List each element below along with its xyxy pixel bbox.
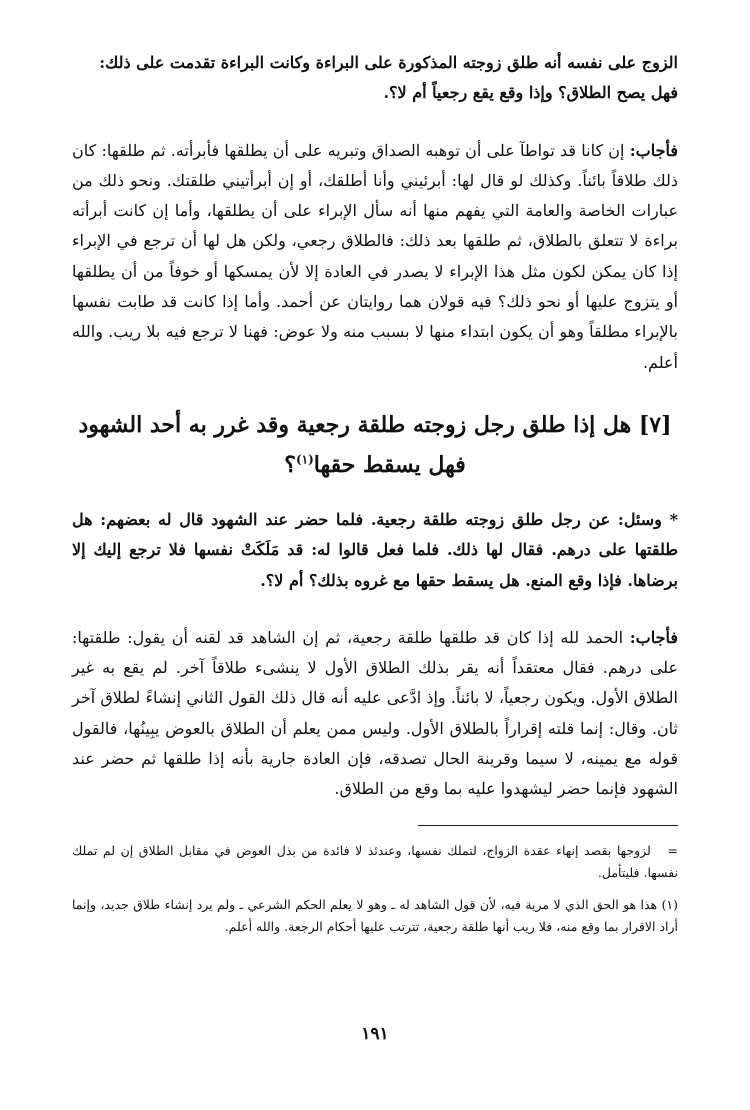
spacer: [72, 378, 678, 405]
answer-2: [72, 623, 678, 805]
section-heading-end: ؟: [284, 451, 296, 478]
question-1-line-1: الزوج على نفسه أنه طلق زوجته المذكورة على البراءة وكانت البراءة تقدمت على ذلك:: [99, 53, 678, 72]
footnote-1-text: هذا هو الحق الذي لا مرية فيه، لأن قول الشاهد له ـ وهو لا يعلم الحكم الشرعي ـ ولم يرد إنشاء طلاق جديد، وإنما أراد الاقرار بما وقع منه، فلا ريب أنها طلقة رجعية، تترتب عليها أحكام الرجعة. والله أعلم.: [72, 896, 678, 935]
answer-2-lead: فأجاب:: [629, 627, 678, 647]
page-number: ١٩١: [361, 1024, 389, 1044]
footnote-1: [72, 894, 678, 939]
spacer: [72, 109, 678, 136]
answer-2-body: الحمد لله إذا كان قد طلقها طلقة رجعية، ثم إن الشاهد قد لقنه أن يقول: طلقتها: على درهم. فقال معتقداً أنه يقر بذلك الطلاق الأول لا ينشىء طلاقاً آخر. لم يقع به غير الطلاق الأول. ويكون رجعياً، لا بائناً. وإذ ادَّعى عليه أنه قال ذلك القول الثاني إنشاءً لطلاق آخر ثان. وقال: إنما قلته إقراراً بالطلاق الأول. وليس ممن يعلم أن الطلاق بالعوض يبِينُها، فالقول قوله مع يمينه، لا سيما وقرينة الحال تصدقه، فإن العادة جارية بأنه إذا طلقها ثم حضر عند الشهود فإنما حضر ليشهدوا عليه بما وقع من الطلاق.: [72, 627, 679, 799]
answer-1-lead: فأجاب:: [629, 140, 679, 160]
spacer: [72, 885, 678, 894]
answer-1-body: إن كانا قد تواطآ على أن توهبه الصداق وتبريه على أن يطلقها فأبرأته. ثم طلقها: كان ذلك طلاقاً بائناً. وكذلك لو قال لها: أبرئيني وأنا أطلقك، أو إن أبرأتيني طلقتك. ونحو ذلك من عبارات الخاصة والعامة التي يفهم منها أنه سأل الإبراء على أن يطلقها، وأما إن كانت أبرأته براءة لا تتعلق بالطلاق، ثم طلقها بعد ذلك: فالطلاق رجعي، ولكن هل لها أن ترجع في الإبراء إذا كان يمكن لكون مثل هذا الإبراء لا يصدر في العادة إلا لأن يمسكها أو خوفاً من أن يطلقها أو يتزوج عليها أو نحو ذلك؟ فيه قولان هما روايتان عن أحمد. وأما إذا كانت قد طابت نفسها بالإبراء مطلقاً وهو أن يكون ابتداء منها لا بسبب منه ولا عوض: فهنا لا ترجع فيه بلا ريب. والله أعلم.: [72, 140, 678, 372]
section-heading-text: [٧] هل إذا طلق رجل زوجته طلقة رجعية وقد غرر به أحد الشهود فهل يسقط حقها: [78, 411, 672, 478]
section-heading: [72, 405, 678, 485]
footnote-separator: [418, 825, 678, 826]
footnote-continuation-marker: =: [667, 842, 678, 858]
question-1-line-2: فهل يصح الطلاق؟ وإذا وقع يقع رجعياً أم لا؟.: [383, 83, 678, 103]
question-2: * وسئل: عن رجل طلق زوجته طلقة رجعية. فلما حضر عند الشهود قال له بعضهم: هل طلقتها على درهم. فقال لها ذلك. فلما فعل قالوا له: قد مَلَكَتْ نفسها فلا ترجع إليك إلا برضاها. فإذا وقع المنع. هل يسقط حقها مع غروه بذلك؟ أم لا؟.: [72, 509, 679, 590]
footnote-ref-1: (١): [295, 452, 314, 467]
spacer: [72, 596, 678, 623]
footnote-continuation: [72, 840, 678, 885]
spacer: [72, 485, 678, 505]
question-1-continuation: [72, 48, 678, 109]
footnote-1-marker: (١): [661, 896, 678, 912]
footnote-continuation-text: لزوجها بقصد إنهاء عقدة الزواج، لتملك نفسها، وعندئذ لا فائدة من بذل العوض في مقابل الطلاق إن لم تملك نفسها. فليتأمل.: [72, 842, 678, 881]
answer-1: [72, 136, 678, 378]
